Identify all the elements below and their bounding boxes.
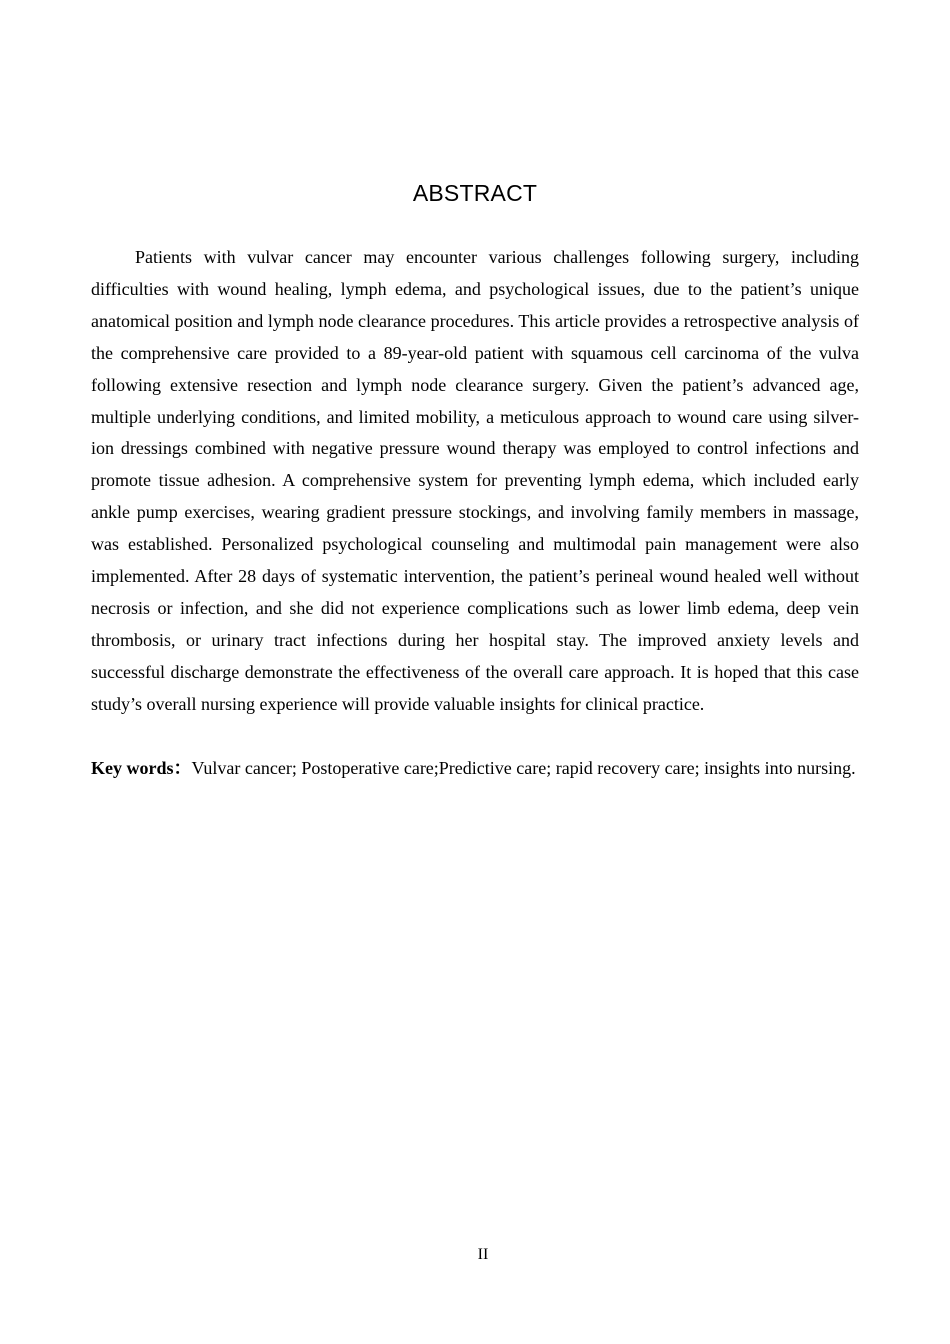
- abstract-title: ABSTRACT: [412, 180, 538, 206]
- keywords-text: Vulvar cancer; Postoperative care;Predictive care; rapid recovery care; insights into nursing.: [191, 758, 856, 778]
- keywords-label: Key words：: [91, 758, 192, 778]
- abstract-paragraph: Patients with vulvar cancer may encounter various challenges following surgery, including difficulties with wound healing, lymph edema, and psychological issues, due to the patient’s unique anatomical position and lymph node clearance procedures. This article provides a retrospective analysis of the comprehensive care provided to a 89-year-old patient with squamous cell carcinoma of the vulva following extensive resection and lymph node clearance surgery. Given the patient’s advanced age, multiple underlying conditions, and limited mobility, a meticulous approach to wound care using silver-ion dressings combined with negative pressure wound therapy was employed to control infections and promote tissue adhesion. A comprehensive system for preventing lymph edema, which included early ankle pump exercises, wearing gradient pressure stockings, and involving family members in massage, was established. Personalized psychological counseling and multimodal pain management were also implemented. After 28 days of systematic intervention, the patient’s perineal wound healed well without necrosis or infection, and she did not experience complications such as lower limb edema, deep vein thrombosis, or urinary tract infections during her hospital stay. The improved anxiety levels and successful discharge demonstrate the effectiveness of the overall care approach. It is hoped that this case study’s overall nursing experience will provide valuable insights for clinical practice.: [91, 247, 859, 714]
- keywords-line: [91, 753, 859, 785]
- page-number: II: [477, 1246, 489, 1263]
